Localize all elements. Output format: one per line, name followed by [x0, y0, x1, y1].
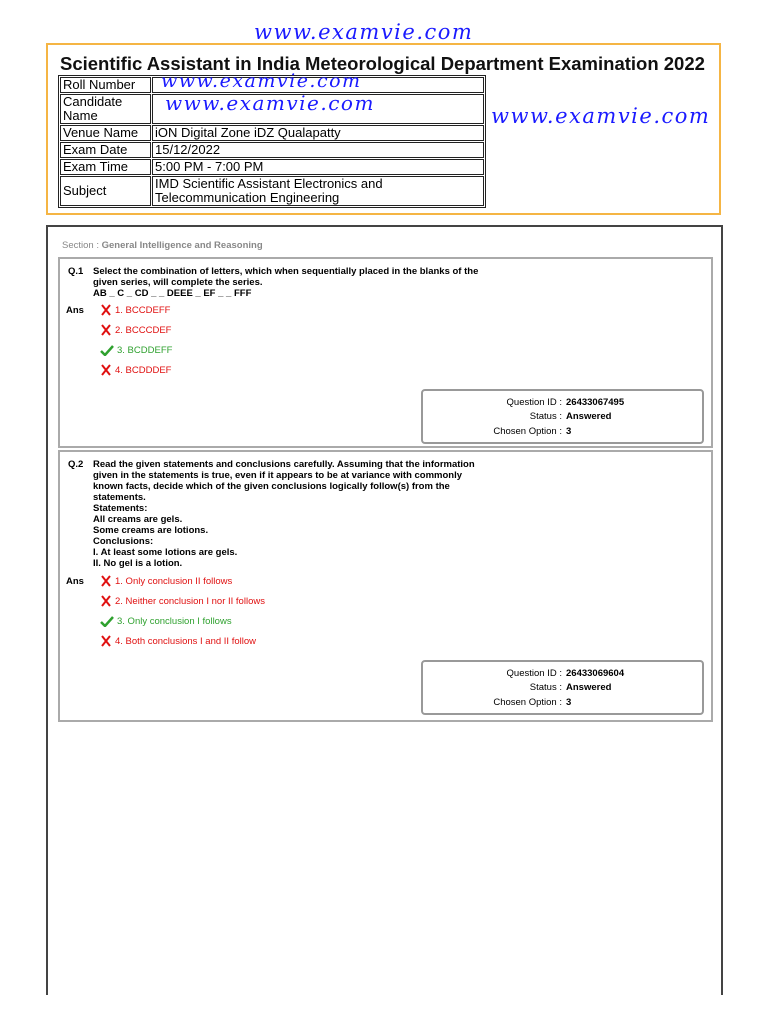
- cross-icon: [100, 575, 112, 587]
- cross-icon: [100, 324, 112, 336]
- info-row-candidate-name: [60, 94, 484, 124]
- info-label: Venue Name: [60, 125, 151, 141]
- response-sheet: [46, 225, 723, 995]
- question-text: Read the given statements and conclusions carefully. Assuming that the information given in the statements is true, even if it appears to be at variance with commonly known facts, decide which of the given conclusions logically follow(s) from the statements. Statements: All creams are gels. Some creams are lotions. Conclusions: I. At least some lotions are gels. II. No gel is a lotion.: [93, 459, 475, 569]
- option-2: 2. Neither conclusion I nor II follows: [100, 595, 265, 607]
- option-1: 1. BCCDEFF: [100, 304, 170, 316]
- question-info-box: Question ID : 26433069604 Status : Answered Chosen Option : 3: [421, 660, 704, 715]
- section-label: Section : General Intelligence and Reasoning: [62, 240, 263, 251]
- info-row-exam-date: [60, 142, 484, 158]
- option-4: 4. Both conclusions I and II follow: [100, 635, 256, 647]
- option-3: 3. Only conclusion I follows: [100, 615, 232, 627]
- answer-label: Ans: [66, 576, 84, 587]
- question-text: Select the combination of letters, which when sequentially placed in the blanks of the given series, will complete the series. AB _ C _ CD _ _ DEEE _ EF _ _ FFF: [93, 266, 479, 299]
- info-row-exam-time: [60, 159, 484, 175]
- question-number: Q.2: [68, 459, 84, 470]
- info-label: Exam Date: [60, 142, 151, 158]
- question-info-box: Question ID : 26433067495 Status : Answered Chosen Option : 3: [421, 389, 704, 444]
- watermark-name: www.examvie.com: [165, 91, 375, 115]
- option-4: 4. BCDDDEF: [100, 364, 171, 376]
- cross-icon: [100, 635, 112, 647]
- option-3: 3. BCDDEFF: [100, 344, 172, 356]
- cross-icon: [100, 304, 112, 316]
- option-2: 2. BCCCDEF: [100, 324, 171, 336]
- info-value: IMD Scientific Assistant Electronics and Telecommunication Engineering: [152, 176, 484, 206]
- check-icon: [100, 615, 114, 627]
- watermark-right: www.examvie.com: [491, 104, 711, 128]
- question-card: [58, 450, 713, 722]
- question-card: [58, 257, 713, 448]
- info-value: 5:00 PM - 7:00 PM: [152, 159, 484, 175]
- info-value: iON Digital Zone iDZ Qualapatty: [152, 125, 484, 141]
- answer-label: Ans: [66, 305, 84, 316]
- info-value: [152, 91, 484, 124]
- info-label: Exam Time: [60, 159, 151, 175]
- cross-icon: [100, 595, 112, 607]
- info-value: 15/12/2022: [152, 142, 484, 158]
- watermark-top: www.examvie.com: [254, 20, 474, 44]
- page-title: Scientific Assistant in India Meteorological Department Examination 2022: [60, 53, 705, 74]
- candidate-header: [46, 43, 721, 215]
- cross-icon: [100, 364, 112, 376]
- info-row-venue: [60, 125, 484, 141]
- watermark-roll: www.examvie.com: [161, 70, 362, 92]
- candidate-info-table: [58, 70, 486, 208]
- info-row-subject: [60, 176, 484, 206]
- info-label: Candidate Name: [60, 94, 151, 124]
- info-label: Subject: [60, 176, 151, 206]
- info-label: Roll Number: [60, 77, 151, 93]
- check-icon: [100, 344, 114, 356]
- option-1: 1. Only conclusion II follows: [100, 575, 232, 587]
- question-number: Q.1: [68, 266, 84, 277]
